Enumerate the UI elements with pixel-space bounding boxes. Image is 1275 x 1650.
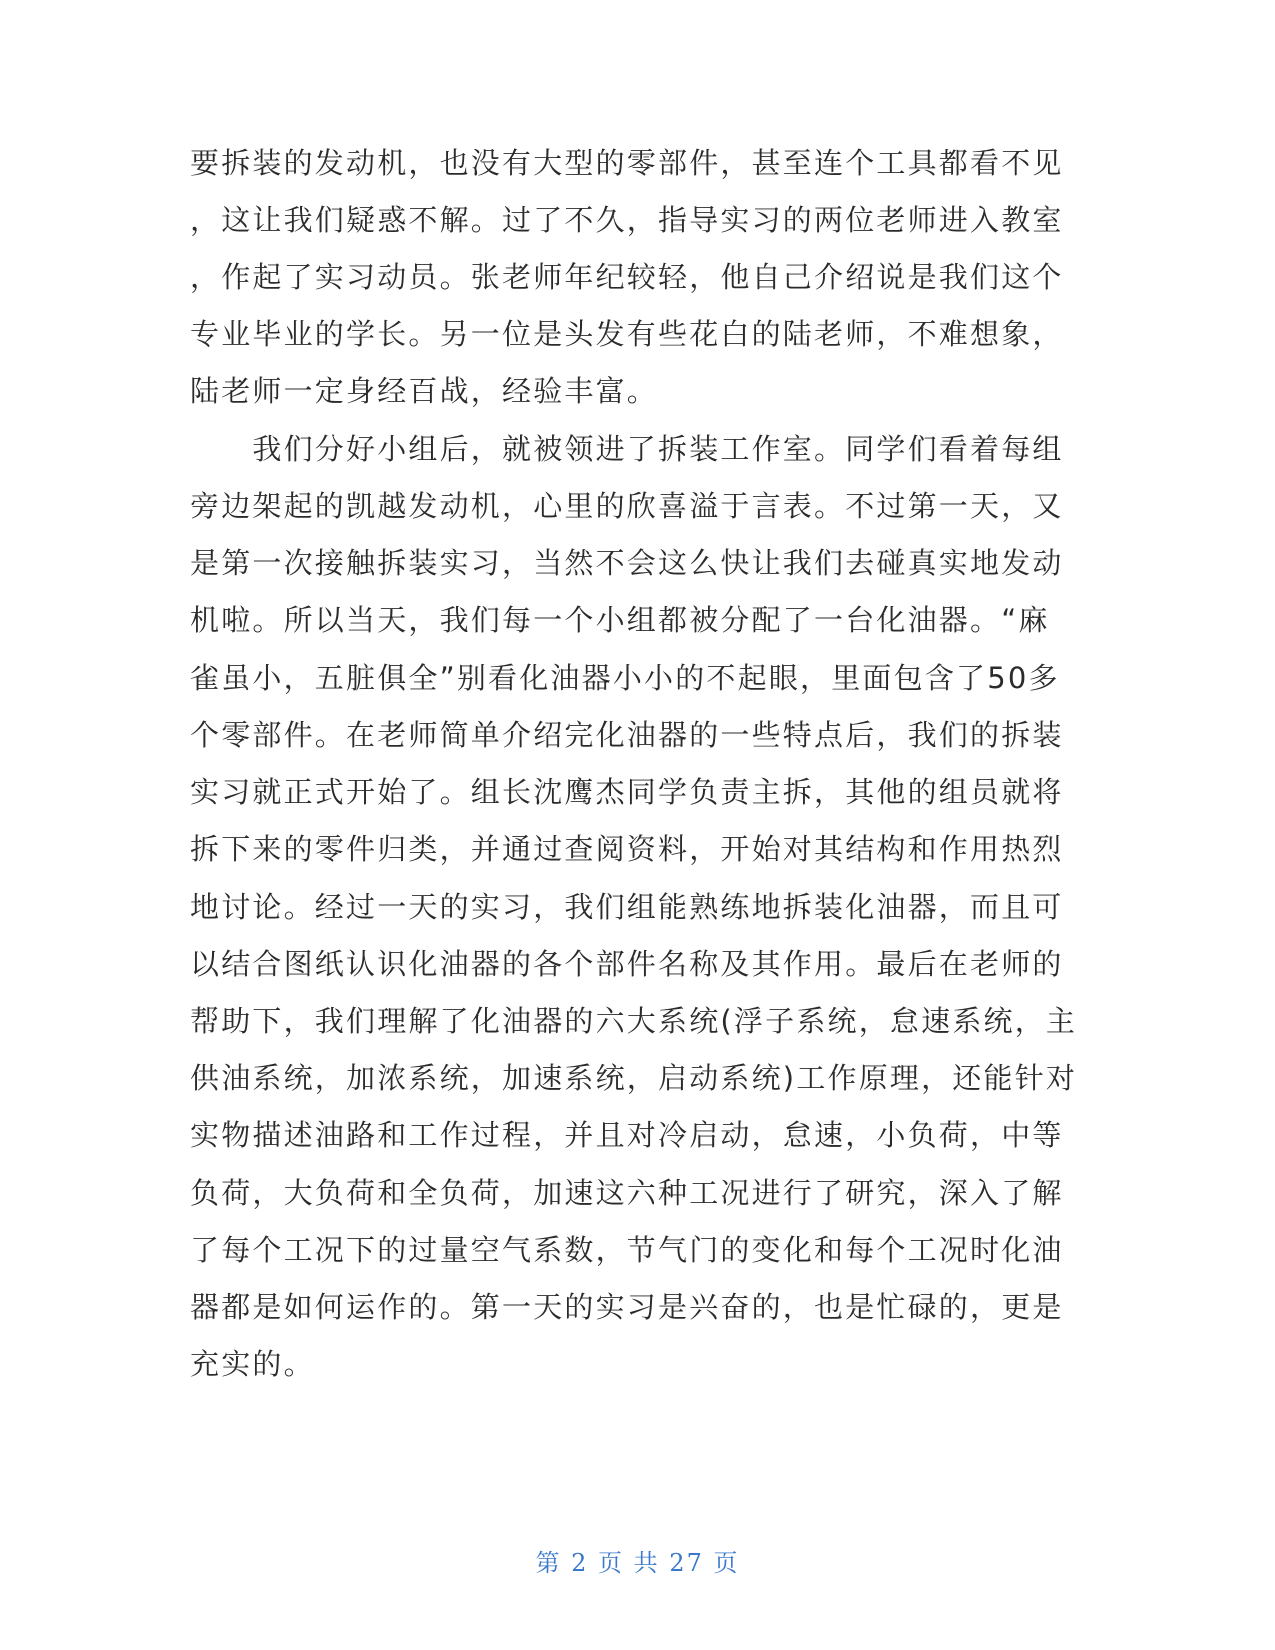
text-line: 地讨论。经过一天的实习，我们组能熟练地拆装化油器，而且可 [190,890,1064,924]
text-line: 了每个工况下的过量空气系数，节气门的变化和每个工况时化油 [190,1233,1064,1267]
text-line: 负荷，大负荷和全负荷，加速这六种工况进行了研究，深入了解 [190,1176,1064,1210]
text-line: 我们分好小组后，就被领进了拆装工作室。同学们看着每组 [190,432,1064,466]
text-line: 以结合图纸认识化油器的各个部件名称及其作用。最后在老师的 [190,947,1064,981]
text-line: 机啦。所以当天，我们每一个小组都被分配了一台化油器。“麻 [190,603,1050,637]
text-line: 要拆装的发动机，也没有大型的零部件，甚至连个工具都看不见 [190,146,1064,180]
text-line: 旁边架起的凯越发动机，心里的欣喜溢于言表。不过第一天，又 [190,489,1064,523]
text-line: 器都是如何运作的。第一天的实习是兴奋的，也是忙碌的，更是 [190,1290,1064,1324]
text-line: 专业毕业的学长。另一位是头发有些花白的陆老师，不难想象， [190,317,1064,351]
text-line: 是第一次接触拆装实习，当然不会这么快让我们去碰真实地发动 [190,546,1064,580]
text-line: 陆老师一定身经百战，经验丰富。 [190,374,659,408]
text-line: 个零部件。在老师简单介绍完化油器的一些特点后，我们的拆装 [190,718,1064,752]
text-line: 帮助下，我们理解了化油器的六大系统(浮子系统，怠速系统，主 [190,1004,1078,1038]
text-line: 拆下来的零件归类，并通过查阅资料，开始对其结构和作用热烈 [190,832,1064,866]
text-line: ，这让我们疑惑不解。过了不久，指导实习的两位老师进入教室 [190,203,1064,237]
text-line: 雀虽小，五脏俱全”别看化油器小小的不起眼，里面包含了50多 [190,661,1060,695]
text-line: 实物描述油路和工作过程，并且对冷启动，怠速，小负荷，中等 [190,1118,1064,1152]
text-line: 实习就正式开始了。组长沈鹰杰同学负责主拆，其他的组员就将 [190,775,1064,809]
text-line: 充实的。 [190,1347,315,1381]
text-line: ，作起了实习动员。张老师年纪较轻，他自己介绍说是我们这个 [190,260,1064,294]
text-line: 供油系统，加浓系统，加速系统，启动系统)工作原理，还能针对 [190,1061,1078,1095]
page-number-footer: 第 2 页 共 27 页 [535,1549,740,1577]
